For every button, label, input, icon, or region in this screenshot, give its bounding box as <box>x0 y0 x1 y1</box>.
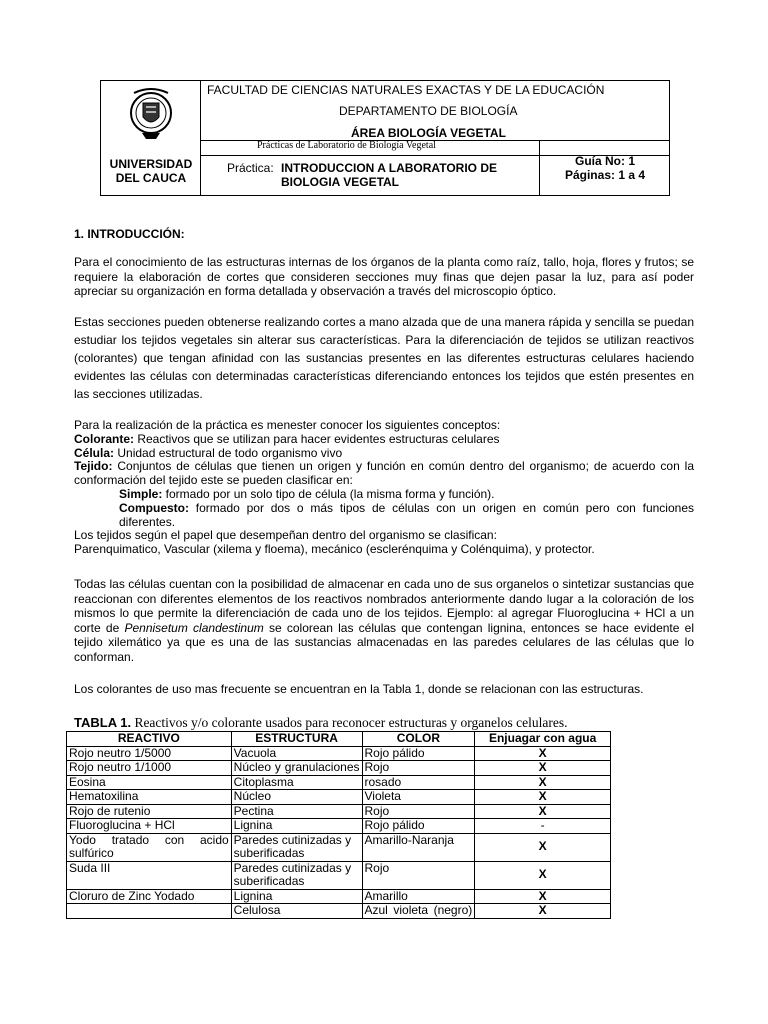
species-name: Pennisetum clandestinum <box>124 620 264 635</box>
term: Colorante: <box>74 431 134 446</box>
table-row <box>67 861 611 889</box>
definition: formado por dos o más tipos de células con un origen en común pero con funciones diferentes. <box>119 500 694 529</box>
cell-color: Rojo <box>362 804 475 819</box>
cell-estructura: Citoplasma <box>231 775 362 790</box>
paragraph-text: Todas las células cuentan con la posibilidad de almacenar en cada uno de sus organelos o sintetizar sustancias que reaccionan con diferentes elementos de los reactivos nombrados anteriormente dando lugar a la coloración de los mismos lo que permite la diferenciación de cada uno de los tejidos. Ejemplo: al agregar Fluoroglucina + HCl a un corte de <box>74 577 694 635</box>
caption-text: Reactivos y/o colorante usados para reconocer estructuras y organelos celulares. <box>131 715 568 730</box>
cell-reactivo: Rojo neutro 1/5000 <box>67 746 232 761</box>
area-name: ÁREA BIOLOGÍA VEGETAL <box>351 126 506 140</box>
column-header: REACTIVO <box>67 732 232 747</box>
cell-rinse: X <box>475 889 611 904</box>
table-row <box>67 889 611 904</box>
cell-estructura: Núcleo y granulaciones <box>231 761 362 776</box>
column-header: Enjuagar con agua <box>475 732 611 747</box>
cell-reactivo: Yodo tratado con acido sulfúrico <box>67 833 232 861</box>
cell-reactivo: Rojo neutro 1/1000 <box>67 761 232 776</box>
university-seal-icon <box>128 87 174 143</box>
term: Célula: <box>74 445 115 460</box>
cell-color: Amarillo-Naranja <box>362 833 475 861</box>
cell-estructura: Lignina <box>231 819 362 834</box>
logo-cell <box>101 81 201 195</box>
cell-reactivo: Fluoroglucina + HCl <box>67 819 232 834</box>
cell-estructura: Paredes cutinizadas y suberificadas <box>231 861 362 889</box>
cell-estructura: Vacuola <box>231 746 362 761</box>
cell-reactivo: Suda III <box>67 861 232 889</box>
caption-label: TABLA 1. <box>74 715 132 730</box>
cell-reactivo: Hematoxilina <box>67 790 232 805</box>
table-row <box>67 775 611 790</box>
term: Simple: <box>119 486 163 501</box>
table-row <box>67 804 611 819</box>
column-header: ESTRUCTURA <box>231 732 362 747</box>
concept-celula <box>74 447 694 461</box>
cell-rinse: X <box>475 761 611 776</box>
section-heading: 1. INTRODUCCIÓN: <box>74 227 185 241</box>
reagents-table <box>66 731 611 919</box>
cell-reactivo: Rojo de rutenio <box>67 804 232 819</box>
paragraph: Estas secciones pueden obtenerse realizando cortes a mano alzada que de una manera rápida y sencilla se puedan estudiar los tejidos vegetales sin alterar sus características. Para la diferenciación de tejidos se utilizan reactivos (colorantes) que tengan afinidad con las sustancias presentes en las diferentes estructuras celulares haciendo evidentes las células con determinadas características diferenciando entonces los tejidos que estén presentes en las secciones utilizadas. <box>74 315 694 401</box>
cell-estructura: Pectina <box>231 804 362 819</box>
definition: formado por un solo tipo de célula (la misma forma y función). <box>162 486 495 501</box>
cell-rinse: X <box>475 775 611 790</box>
pages-count: Páginas: 1 a 4 <box>564 168 646 182</box>
guide-info <box>541 154 669 182</box>
definition: Conjuntos de células que tienen un origen y función en común dentro del organismo; de acuerdo con la conformación del tejido este se pueden clasificar en: <box>74 459 694 488</box>
university-name: UNIVERSIDAD DEL CAUCA <box>109 157 193 185</box>
divider <box>539 140 540 195</box>
practice-title: INTRODUCCION A LABORATORIO DE BIOLOGIA VEGETAL <box>281 161 497 189</box>
table-row <box>67 746 611 761</box>
table-row <box>67 761 611 776</box>
cell-color: Rojo <box>362 861 475 889</box>
guide-number: Guía No: 1 <box>574 154 635 168</box>
cell-reactivo <box>67 904 232 919</box>
document-header <box>100 80 670 196</box>
table-row <box>67 904 611 919</box>
paragraph: Los colorantes de uso mas frecuente se encuentran en la Tabla 1, donde se relacionan con las estructuras. <box>74 682 644 696</box>
concepts-intro: Para la realización de la práctica es menester conocer los siguientes conceptos: <box>74 418 501 432</box>
table-caption <box>74 715 568 731</box>
column-header: COLOR <box>362 732 475 747</box>
definition: Reactivos que se utilizan para hacer evidentes estructuras celulares <box>134 431 500 446</box>
faculty-name: FACULTAD DE CIENCIAS NATURALES EXACTAS Y DE LA EDUCACIÓN <box>207 83 605 97</box>
cell-color: Rojo pálido <box>362 819 475 834</box>
cell-reactivo: Cloruro de Zinc Yodado <box>67 889 232 904</box>
concept-tejido <box>74 460 694 488</box>
term: Tejido: <box>74 459 113 474</box>
table-row <box>67 819 611 834</box>
cell-estructura: Celulosa <box>231 904 362 919</box>
cell-rinse: X <box>475 861 611 889</box>
table-header-row <box>67 732 611 747</box>
cell-color: Azul violeta (negro) <box>362 904 475 919</box>
department-name: DEPARTAMENTO DE BIOLOGÍA <box>339 104 518 118</box>
cell-reactivo: Eosina <box>67 775 232 790</box>
tejidos-line: Los tejidos según el papel que desempeñan dentro del organismo se clasifican: <box>74 528 497 543</box>
cell-rinse: X <box>475 904 611 919</box>
cell-color: rosado <box>362 775 475 790</box>
cell-estructura: Paredes cutinizadas y suberificadas <box>231 833 362 861</box>
cell-rinse: X <box>475 746 611 761</box>
definition: Unidad estructural de todo organismo vivo <box>114 445 343 460</box>
cell-rinse: X <box>475 804 611 819</box>
table-row <box>67 790 611 805</box>
practices-line: Prácticas de Laboratorio de Biología Vegetal <box>257 140 436 151</box>
tejidos-types: Parenquimatico, Vascular (xilema y floema), mecánico (esclerénquima y Colénquima), y protector. <box>74 542 595 557</box>
table-row <box>67 833 611 861</box>
term: Compuesto: <box>119 500 189 515</box>
cell-estructura: Núcleo <box>231 790 362 805</box>
cell-color: Violeta <box>362 790 475 805</box>
cell-color: Rojo pálido <box>362 746 475 761</box>
concept-colorante <box>74 433 694 447</box>
paragraph: Para el conocimiento de las estructuras internas de los órganos de la planta como raíz, tallo, hoja, flores y frutos; se requiere la elaboración de cortes que consideren secciones muy finas que dejen pasar la luz, para así poder apreciar su organización en forma detallada y observación a través del microscopio óptico. <box>74 255 694 299</box>
concept-simple <box>74 488 694 502</box>
paragraph-text: se colorean las células que contengan lignina, entonces se hace evidente el tejido xilemático ya que es una de las sustancias almacenadas en las paredes celulares de las células que lo conforman. <box>74 620 694 664</box>
cell-estructura: Lignina <box>231 889 362 904</box>
cell-rinse: X <box>475 790 611 805</box>
cell-rinse: - <box>475 819 611 834</box>
concept-compuesto <box>74 502 694 530</box>
practice-label: Práctica: <box>227 161 274 175</box>
paragraph <box>74 577 694 665</box>
concepts-block <box>74 419 694 557</box>
cell-rinse: X <box>475 833 611 861</box>
cell-color: Rojo <box>362 761 475 776</box>
cell-color: Amarillo <box>362 889 475 904</box>
